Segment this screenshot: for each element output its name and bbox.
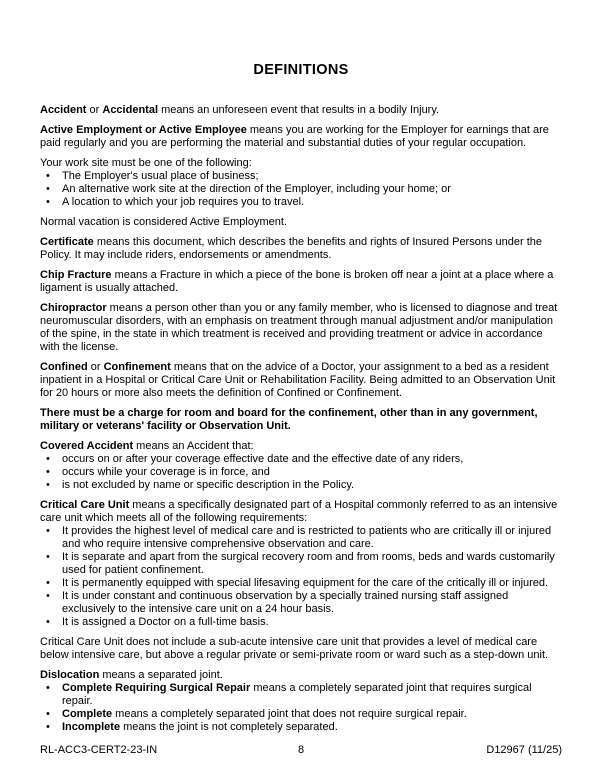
text-run: The Employer's usual place of business; <box>62 170 259 182</box>
list-item <box>40 682 562 708</box>
defined-term: Complete Requiring Surgical Repair <box>62 682 251 694</box>
text-run: means a specifically designated part of a Hospital commonly referred to as an intensive care unit which meets all of the following requirements: <box>40 499 558 524</box>
list-item-text <box>62 721 562 734</box>
paragraph <box>40 636 562 662</box>
defined-term: Confinement <box>103 361 171 373</box>
paragraph <box>40 440 562 453</box>
page-footer <box>40 744 562 757</box>
defined-term: Certificate <box>40 236 94 248</box>
defined-term: Covered Accident <box>40 440 134 452</box>
list-item-text <box>62 708 562 721</box>
text-run: means a Fracture in which a piece of the bone is broken off near a joint at a place where a ligament is usually attached. <box>40 269 554 294</box>
text-run: means an unforeseen event that results in a bodily Injury. <box>158 104 440 116</box>
paragraph <box>40 499 562 525</box>
bullet-icon: • <box>46 721 50 733</box>
footer-page-number: 8 <box>297 744 305 756</box>
paragraph <box>40 269 562 295</box>
bullet-icon: • <box>46 708 50 720</box>
bullet-icon: • <box>46 577 50 589</box>
list-item <box>40 616 562 629</box>
text-run: An alternative work site at the direction of the Employer, including your home; or <box>62 183 451 195</box>
text-run: means that on the advice of a Doctor, your assignment to a bed as a resident inpatient in a Hospital or Critical Care Unit or Rehabilitation Facility. Being admitted to an Observation Unit for 20 hours or more also meets the definition of Confined or Confinement. <box>40 361 556 399</box>
text-run: is not excluded by name or specific description in the Policy. <box>62 479 355 491</box>
list-item <box>40 453 562 466</box>
defined-term: Incomplete <box>62 721 121 733</box>
list-item-text <box>62 590 562 616</box>
bullet-icon: • <box>46 616 50 628</box>
defined-term: There must be a charge for room and board for the confinement, other than in any government, military or veterans' facility or Observation Unit. <box>40 407 538 432</box>
bullet-icon: • <box>46 196 50 208</box>
list-item-text <box>62 170 562 183</box>
text-run: means a completely separated joint that does not require surgical repair. <box>112 708 467 720</box>
text-run: means you are working for the Employer for earnings that are paid regularly and you are performing the material and substantial duties of your regular occupation. <box>40 124 549 149</box>
text-run: or <box>86 104 103 116</box>
text-run: or <box>87 361 104 373</box>
list-item-text <box>62 466 562 479</box>
list-item <box>40 183 562 196</box>
list-item-text <box>62 183 562 196</box>
document-body <box>40 104 562 734</box>
bullet-icon: • <box>46 453 50 465</box>
text-run: It is permanently equipped with special lifesaving equipment for the care of the critically ill or injured. <box>62 577 549 589</box>
paragraph <box>40 157 562 170</box>
paragraph <box>40 669 562 682</box>
text-run: means a completely separated joint that requires surgical repair. <box>62 682 532 707</box>
list-item-text <box>62 577 562 590</box>
list-item <box>40 721 562 734</box>
bullet-icon: • <box>46 590 50 602</box>
paragraph <box>40 216 562 229</box>
text-run: means the joint is not completely separated. <box>120 721 338 733</box>
list-item-text <box>62 551 562 577</box>
page-title: DEFINITIONS <box>253 62 349 78</box>
text-run: means a separated joint. <box>99 669 223 681</box>
footer-doc-code: D12967 (11/25) <box>486 744 562 756</box>
defined-term: Accident <box>40 104 87 116</box>
list-item <box>40 577 562 590</box>
list-item-text <box>62 196 562 209</box>
text-run: It is under constant and continuous observation by a specially trained nursing staff assigned exclusively to the intensive care unit on a 24 hour basis. <box>62 590 509 615</box>
defined-term: Chiropractor <box>40 302 107 314</box>
bullet-list <box>40 453 562 492</box>
text-run: It is assigned a Doctor on a full-time basis. <box>62 616 269 628</box>
list-item <box>40 551 562 577</box>
text-run: Critical Care Unit does not include a sub-acute intensive care unit that provides a level of medical care below intensive care, but above a regular private or semi-private room or ward such as a step-down unit. <box>40 636 549 661</box>
bullet-icon: • <box>46 479 50 491</box>
paragraph <box>40 302 562 354</box>
list-item <box>40 170 562 183</box>
defined-term: Confined <box>40 361 88 373</box>
bullet-icon: • <box>46 170 50 182</box>
list-item-text <box>62 479 562 492</box>
bullet-list <box>40 682 562 734</box>
list-item <box>40 196 562 209</box>
list-item <box>40 590 562 616</box>
list-item-text <box>62 453 562 466</box>
list-item-text <box>62 682 562 708</box>
paragraph <box>40 361 562 400</box>
bullet-icon: • <box>46 466 50 478</box>
bullet-list <box>40 170 562 209</box>
list-item <box>40 708 562 721</box>
paragraph <box>40 407 562 433</box>
paragraph <box>40 236 562 262</box>
defined-term: Active Employment or Active Employee <box>40 124 247 136</box>
text-run: It is separate and apart from the surgical recovery room and from rooms, beds and wards customarily used for patient confinement. <box>62 551 555 576</box>
text-run: means this document, which describes the benefits and rights of Insured Persons under the Policy. It may include riders, endorsements or amendments. <box>40 236 542 261</box>
list-item-text <box>62 525 562 551</box>
bullet-icon: • <box>46 183 50 195</box>
bullet-list <box>40 525 562 629</box>
text-run: A location to which your job requires you to travel. <box>62 196 305 208</box>
text-run: means an Accident that: <box>133 440 254 452</box>
text-run: It provides the highest level of medical care and is restricted to patients who are critically ill or injured and who require intensive comprehensive observation and care. <box>62 525 552 550</box>
text-run: occurs while your coverage is in force, and <box>62 466 270 478</box>
paragraph <box>40 124 562 150</box>
footer-form-number: RL-ACC3-CERT2-23-IN <box>40 744 158 756</box>
list-item <box>40 525 562 551</box>
defined-term: Critical Care Unit <box>40 499 130 511</box>
text-run: Your work site must be one of the following: <box>40 157 252 169</box>
bullet-icon: • <box>46 551 50 563</box>
defined-term: Chip Fracture <box>40 269 112 281</box>
list-item <box>40 466 562 479</box>
list-item <box>40 479 562 492</box>
list-item-text <box>62 616 562 629</box>
text-run: occurs on or after your coverage effective date and the effective date of any riders, <box>62 453 464 465</box>
text-run: Normal vacation is considered Active Employment. <box>40 216 287 228</box>
defined-term: Accidental <box>102 104 159 116</box>
defined-term: Complete <box>62 708 113 720</box>
text-run: means a person other than you or any family member, who is licensed to diagnose and treat neuromuscular disorders, with an emphasis on treatment through manual adjustment and/or manipulation of the spine, in the state in which treatment is received and providing treatment or advice in accordance with the license. <box>40 302 558 353</box>
paragraph <box>40 104 562 117</box>
defined-term: Dislocation <box>40 669 100 681</box>
bullet-icon: • <box>46 525 50 537</box>
bullet-icon: • <box>46 682 50 694</box>
